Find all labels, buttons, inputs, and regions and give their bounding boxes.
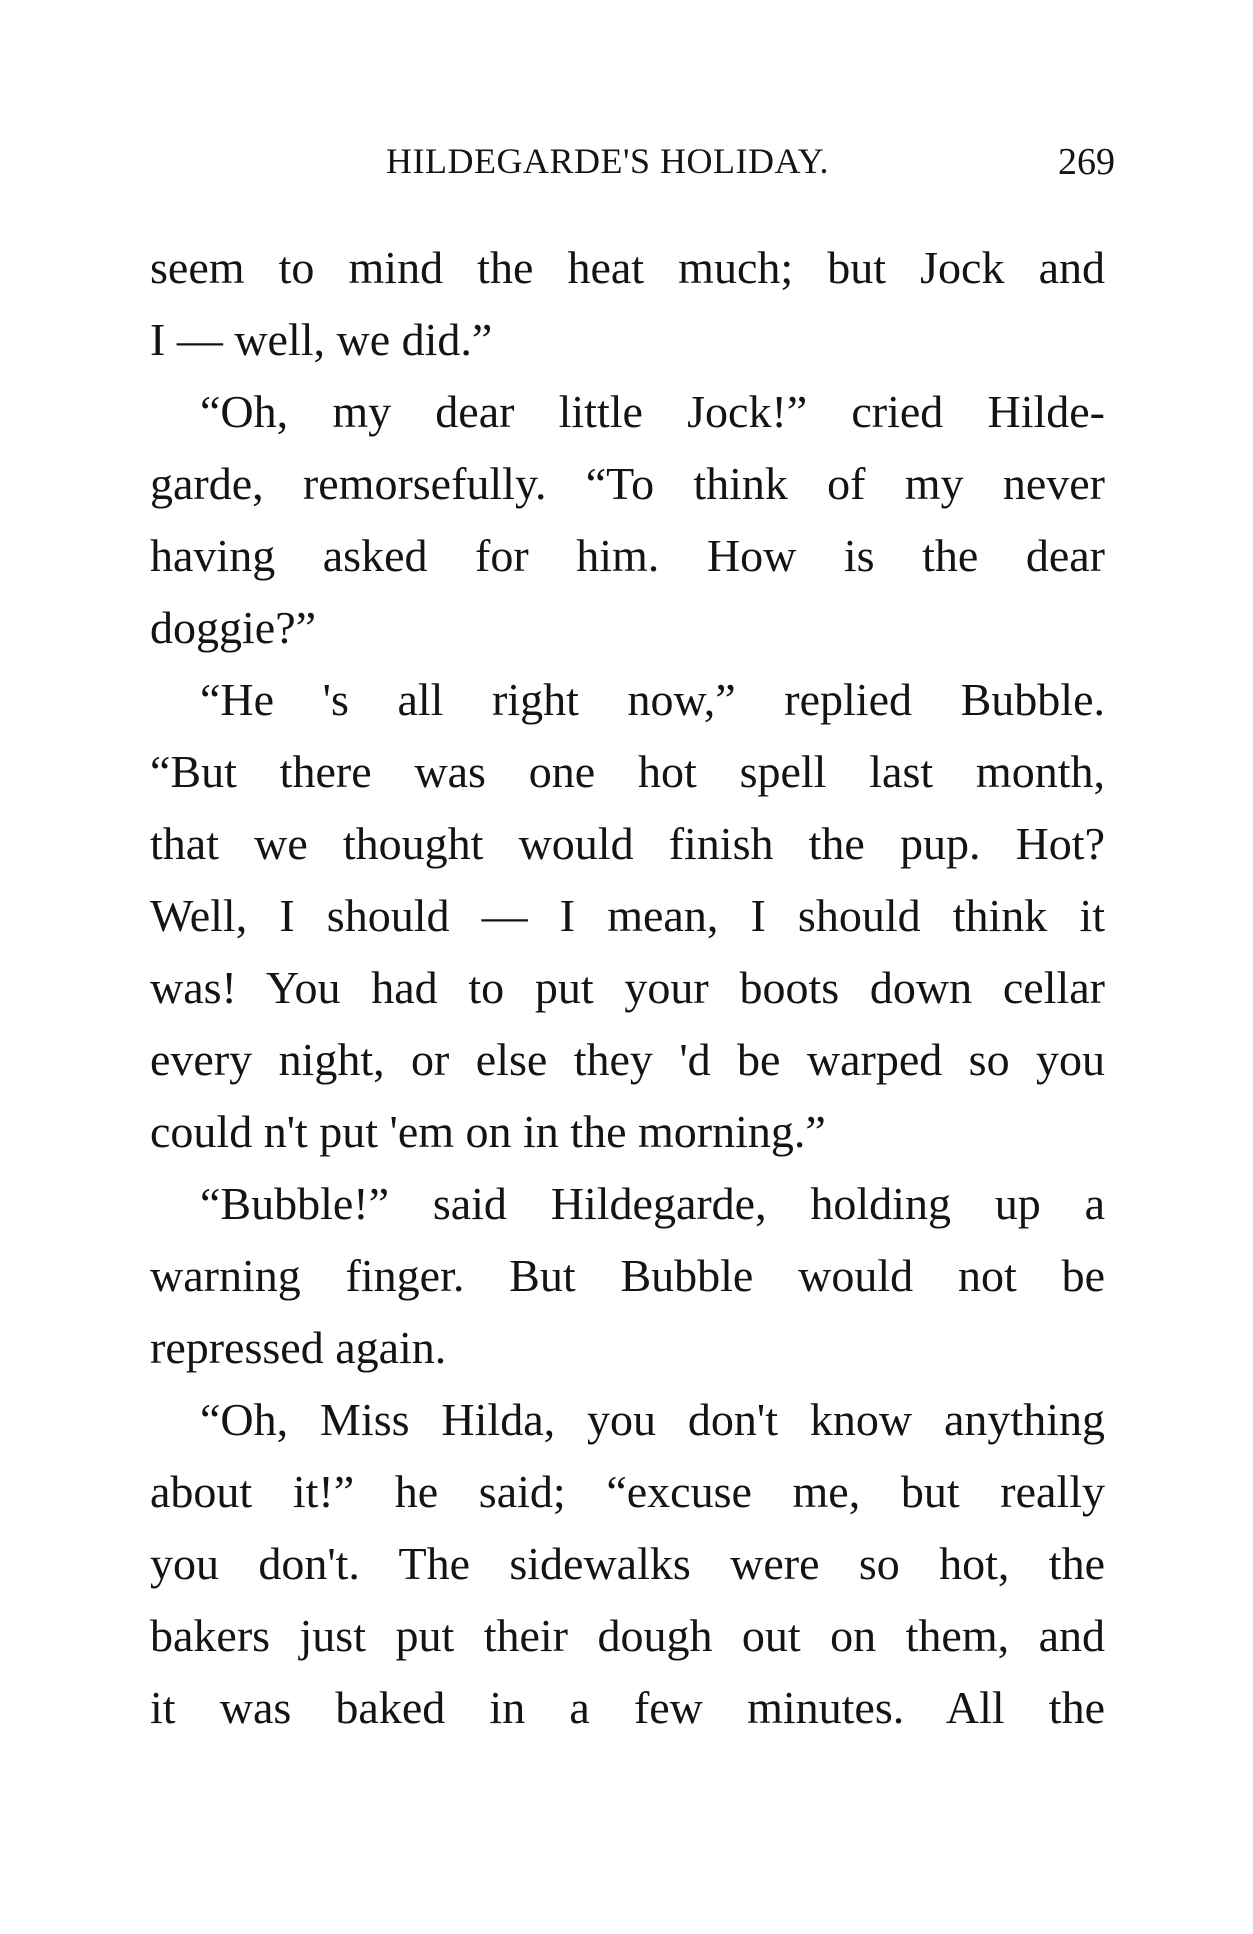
text-line: Well, I should — I mean, I should think it [150,890,1105,941]
text-line: “He 's all right now,” replied Bubble. [200,674,1105,725]
running-title: HILDEGARDE'S HOLIDAY. [386,141,829,181]
text-line: could n't put 'em on in the morning.” [150,1106,826,1157]
text-line: was! You had to put your boots down cellar [150,962,1105,1013]
text-line: that we thought would finish the pup. Hot? [150,818,1105,869]
text-line: it was baked in a few minutes. All the [150,1682,1105,1733]
text-line: “Oh, my dear little Jock!” cried Hilde- [200,386,1105,437]
text-line: “Oh, Miss Hilda, you don't know anything [200,1394,1105,1445]
text-line: about it!” he said; “excuse me, but really [150,1466,1105,1517]
text-line: every night, or else they 'd be warped so you [150,1034,1105,1085]
text-line: repressed again. [150,1322,447,1373]
text-line: I — well, we did.” [150,314,493,365]
text-line: “Bubble!” said Hildegarde, holding up a [200,1178,1105,1229]
running-head [150,140,1115,190]
text-line: doggie?” [150,602,317,653]
body-text [150,232,1105,1744]
text-line: seem to mind the heat much; but Jock and [150,242,1105,293]
text-line: warning finger. But Bubble would not be [150,1250,1105,1301]
text-line: garde, remorsefully. “To think of my never [150,458,1105,509]
text-line: bakers just put their dough out on them, and [150,1610,1105,1661]
text-line: having asked for him. How is the dear [150,530,1105,581]
page-number: 269 [1058,141,1115,183]
text-line: you don't. The sidewalks were so hot, the [150,1538,1105,1589]
text-line: “But there was one hot spell last month, [150,746,1105,797]
